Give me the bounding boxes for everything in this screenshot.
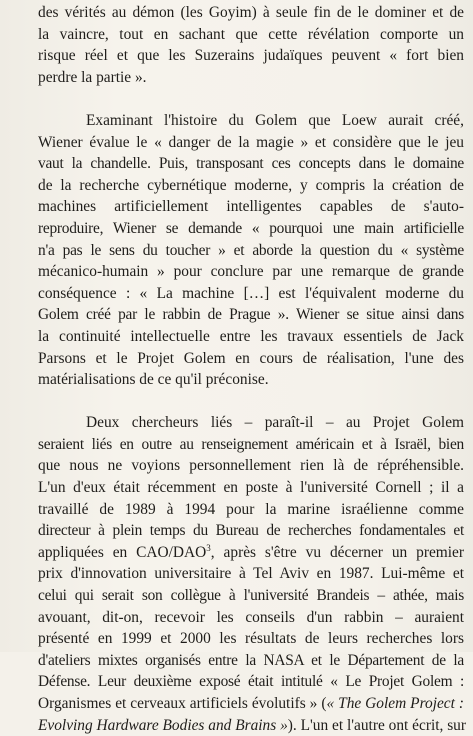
text-segment: appliquées en CAO/DAO [38,543,207,561]
text-line: des vérités au démon (les Goyim) à seule fin de le dominer et de [38,4,464,21]
text-segment: ). L'un et l'autre ont écrit, sur [287,716,466,734]
text-line: mécanico-humain » pour conclure par une remarque de grande [38,263,464,281]
text-line: travaillé de 1989 à 1994 pour la marine israélienne comme [38,500,464,518]
italic-title: « The Golem Project : [326,695,464,712]
text-line: que nous ne voyions personnellement rien là de répréhensible. [38,457,464,475]
text-line: d'ateliers mixtes organisés entre la NASA et le Département de la [38,651,464,669]
text-line: L'un d'eux était récemment en poste à l'université Cornell ; il a [38,479,464,497]
paragraph-1 [38,2,464,88]
text-line [38,715,464,736]
paragraph-2 [38,110,464,391]
text-line: présenté en 1999 et 2000 les résultats de leurs recherches lors [38,630,464,648]
text-line: risque réel et que les Suzerains judaïques peuvent « fort bien [38,47,464,65]
text-line: prix d'innovation universitaire à Tel Aviv en 1987. Lui-même et [38,565,464,583]
text-line: seraient liés en outre au renseignement américain et à Israël, bien [38,435,464,453]
text-segment: , après s'être vu décerner un premier [210,543,464,561]
text-line: directeur à plein temps du Bureau de recherches fondamentales et [38,522,464,540]
text-line: n'a pas le sens du toucher » et aborde la question du « système [38,241,464,259]
paragraph-3 [38,412,464,736]
text-line: Wiener évalue le « danger de la magie » et considère que le jeu [38,133,464,151]
text-line: Golem créé par le rabbin de Prague ». Wiener se situe ainsi dans [38,306,464,324]
text-line: la vaincre, tout en sachant que cette révélation comporte un [38,25,464,43]
text-segment: Organismes et cerveaux artificiels évolutifs » ( [38,695,327,712]
text-line: Examinant l'histoire du Golem que Loew aurait créé, [86,111,464,129]
footnote-marker[interactable]: 3 [206,542,211,553]
text-line: Parsons et le Projet Golem en cours de réalisation, l'une des [38,349,464,367]
text-line: reproduire, Wiener se demande « pourquoi une main artificielle [38,219,464,237]
text-line: matérialisations de ce qu'il préconise. [38,371,269,389]
body-text [38,2,464,736]
italic-title: Evolving Hardware Bodies and Brains » [38,716,288,734]
text-line: celui qui serait son collègue à l'université Brandeis – athée, mais [38,587,464,605]
text-line: de la recherche cybernétique moderne, y compris la création de [38,176,464,194]
text-line: perdre la partie ». [38,68,147,86]
text-line: conséquence : « La machine […] est l'équivalent moderne du [38,284,464,302]
paragraph-gap [38,88,464,110]
text-line [38,693,464,715]
text-line: vaut la chandelle. Puis, transposant ces concepts dans le domaine [38,155,464,173]
paragraph-gap [38,391,464,413]
text-line: la continuité intellectuelle entre les travaux essentiels de Jack [38,327,464,345]
text-line: Défense. Leur deuxième exposé était intitulé « Le Projet Golem : [38,673,464,691]
text-line: Deux chercheurs liés – paraît-il – au Projet Golem [86,414,464,432]
text-line: avouant, dit-on, recevoir les conseils d'un rabbin – auraient [38,608,464,626]
text-line [38,542,464,564]
text-line: machines artificiellement intelligentes capables de s'auto- [38,198,464,216]
